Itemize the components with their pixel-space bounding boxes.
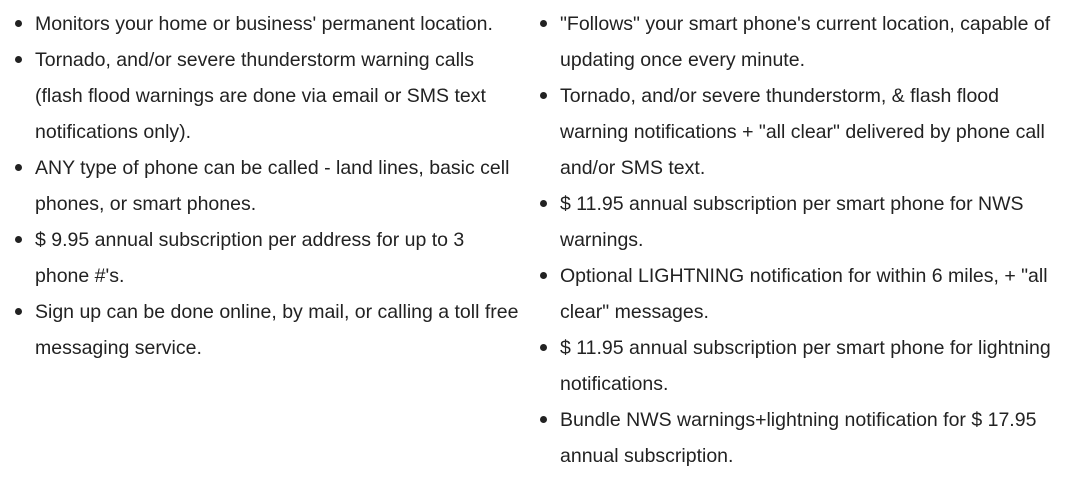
list-item-text: Bundle NWS warnings+lightning notification for $ 17.95 annual subscription. [560,409,1037,467]
list-item [540,402,1062,474]
list-item-text: Tornado, and/or severe thunderstorm warning calls (flash flood warnings are done via email or SMS text notifications only). [35,49,486,143]
list-item-text: Sign up can be done online, by mail, or calling a toll free messaging service. [35,301,519,359]
right-feature-list [540,6,1062,474]
list-item [540,186,1062,258]
list-item [15,6,520,42]
list-item-text: Monitors your home or business' permanent location. [35,13,493,35]
bullet-icon [15,308,22,315]
bullet-icon [540,272,547,279]
list-item [540,258,1062,330]
bullet-icon [15,164,22,171]
bullet-icon [540,344,547,351]
list-item-text: $ 11.95 annual subscription per smart phone for lightning notifications. [560,337,1051,395]
list-item [540,6,1062,78]
right-feature-column [540,6,1062,474]
list-item-text: Tornado, and/or severe thunderstorm, & flash flood warning notifications + "all clear" delivered by phone call and/or SMS text. [560,85,1045,179]
bullet-icon [540,200,547,207]
list-item-text: Optional LIGHTNING notification for within 6 miles, + "all clear" messages. [560,265,1048,323]
list-item [15,42,520,150]
list-item [15,294,520,366]
bullet-icon [15,20,22,27]
left-feature-list [15,6,520,366]
bullet-icon [540,416,547,423]
list-item-text: $ 9.95 annual subscription per address for up to 3 phone #'s. [35,229,465,287]
bullet-icon [15,236,22,243]
list-item [540,78,1062,186]
list-item [15,222,520,294]
left-feature-column [15,6,520,366]
list-item-text: $ 11.95 annual subscription per smart phone for NWS warnings. [560,193,1024,251]
list-item [15,150,520,222]
list-item [540,330,1062,402]
bullet-icon [15,56,22,63]
bullet-icon [540,20,547,27]
list-item-text: ANY type of phone can be called - land lines, basic cell phones, or smart phones. [35,157,510,215]
list-item-text: "Follows" your smart phone's current location, capable of updating once every minute. [560,13,1051,71]
bullet-icon [540,92,547,99]
